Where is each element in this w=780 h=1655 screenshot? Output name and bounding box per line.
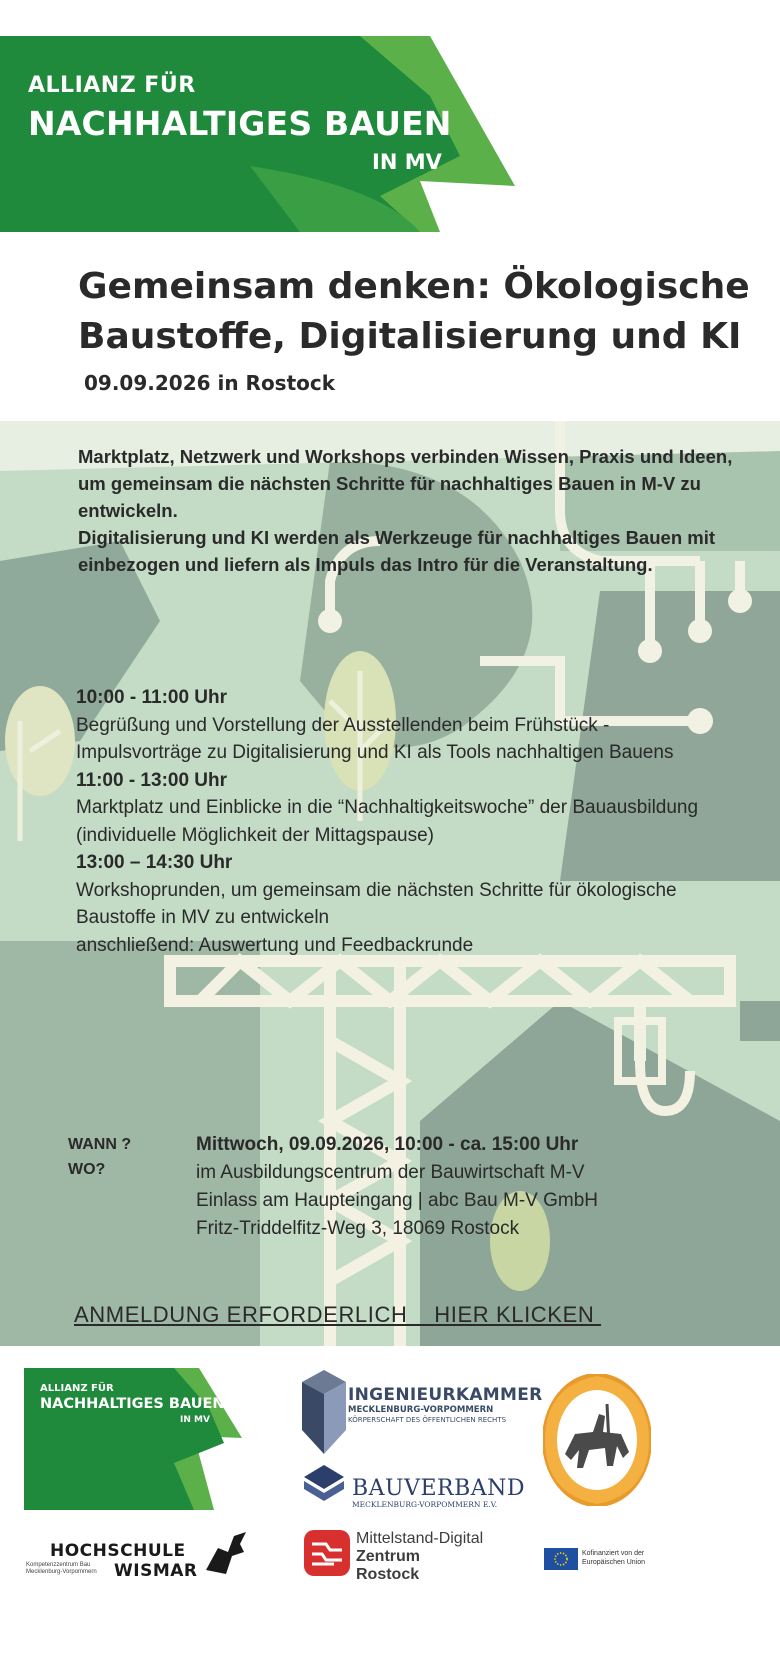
schedule-text-2b: (individuelle Möglichkeit der Mittagspause): [76, 824, 435, 846]
hochschule-city: WISMAR: [114, 1561, 198, 1581]
schedule: [76, 684, 716, 959]
banner-title-line1: ALLIANZ FÜR: [28, 73, 196, 98]
label-when: WANN ?: [68, 1136, 132, 1153]
allianz-logo-line1: ALLIANZ FÜR: [40, 1383, 114, 1394]
intro-paragraph-2: Digitalisierung und KI werden als Werkzeuge für nachhaltiges Bauen mit einbezogen und liefern als Impuls das Intro für die Veranstaltung.: [78, 527, 716, 575]
schedule-time-3: 13:00 – 14:30 Uhr: [76, 852, 233, 873]
allianz-logo-line3: IN MV: [180, 1415, 210, 1425]
label-where: WO?: [68, 1161, 106, 1178]
hochschule-subtitle-2: Mecklenburg-Vorpommern: [26, 1569, 97, 1575]
schedule-text-1: Begrüßung und Vorstellung der Ausstellenden beim Frühstück - Impulsvorträge zu Digitalisierung und KI als Tools nachhaltigen Bauens: [76, 714, 674, 763]
schedule-text-2a: Marktplatz und Einblicke in die “Nachhaltigkeitswoche” der Bauausbildung: [76, 797, 699, 818]
bauverband-logo-mark: [304, 1465, 344, 1505]
schedule-time-2: 11:00 - 13:00 Uhr: [76, 769, 228, 791]
mittelstand-digital-logo-mark: [304, 1530, 350, 1576]
registration-link[interactable]: ANMELDUNG ERFORDERLICH HIER KLICKEN: [74, 1302, 602, 1327]
schedule-time-1: 10:00 - 11:00 Uhr: [76, 687, 228, 708]
event-where-line3: Fritz-Triddelfitz-Weg 3, 18069 Rostock: [196, 1218, 520, 1239]
ingenieurkammer-subtitle: KÖRPERSCHAFT DES ÖFFENTLICHEN RECHTS: [348, 1416, 507, 1424]
event-where-line1: im Ausbildungscentrum der Bauwirtschaft M-V: [196, 1162, 585, 1183]
info-labels: [68, 1132, 131, 1182]
hochschule-wismar-logo-mark: [204, 1530, 248, 1576]
intro-paragraph-1: Marktplatz, Netzwerk und Workshops verbinden Wissen, Praxis und Ideen, um gemeinsam die nächsten Schritte für nachhaltiges Bauen in M-V zu entwickeln.: [78, 446, 733, 521]
event-when: Mittwoch, 09.09.2026, 10:00 - ca. 15:00 Uhr: [196, 1134, 579, 1155]
event-where-line2: Einlass am Haupteingang | abc Bau M-V GmbH: [196, 1190, 599, 1211]
bauverband-subtitle: MECKLENBURG-VORPOMMERN E.V.: [352, 1500, 498, 1509]
ingenieurkammer-region: MECKLENBURG-VORPOMMERN: [348, 1405, 494, 1415]
allianz-logo-line2: NACHHALTIGES BAUEN: [40, 1396, 225, 1412]
ingenieurkammer-name: INGENIEURKAMMER: [348, 1385, 543, 1405]
mittelstand-digital-line2: Zentrum: [356, 1548, 420, 1565]
info-details: [196, 1131, 598, 1243]
event-date: 09.09.2026 in Rostock: [84, 371, 336, 395]
banner-title-line3: IN MV: [372, 150, 442, 174]
intro-text: [78, 443, 738, 578]
hochschule-subtitle-1: Kompetenzzentrum Bau: [26, 1562, 91, 1568]
banner-title-line2: NACHHALTIGES BAUEN: [28, 104, 452, 143]
eu-flag-icon: [544, 1548, 578, 1570]
eu-funding-line2: Europäischen Union: [582, 1559, 646, 1566]
eu-funding-line1: Kofinanziert von der: [582, 1550, 645, 1557]
schedule-text-3a: Workshoprunden, um gemeinsam die nächsten Schritte für ökologische Baustoffe in MV zu entwickeln: [76, 879, 677, 928]
mittelstand-digital-line3: Rostock: [356, 1566, 420, 1583]
mittelstand-digital-line1: Mittelstand-Digital: [356, 1530, 484, 1547]
schedule-text-3b: anschließend: Auswertung und Feedbackrunde: [76, 934, 474, 956]
event-title: Gemeinsam denken: Ökologische Baustoffe, Digitalisierung und KI: [78, 266, 750, 357]
hochschule-name: HOCHSCHULE: [50, 1541, 186, 1561]
handwerkskammer-logo: [543, 1374, 651, 1506]
bauverband-name: BAUVERBAND: [352, 1476, 526, 1501]
ingenieurkammer-logo-mark: [302, 1370, 346, 1454]
